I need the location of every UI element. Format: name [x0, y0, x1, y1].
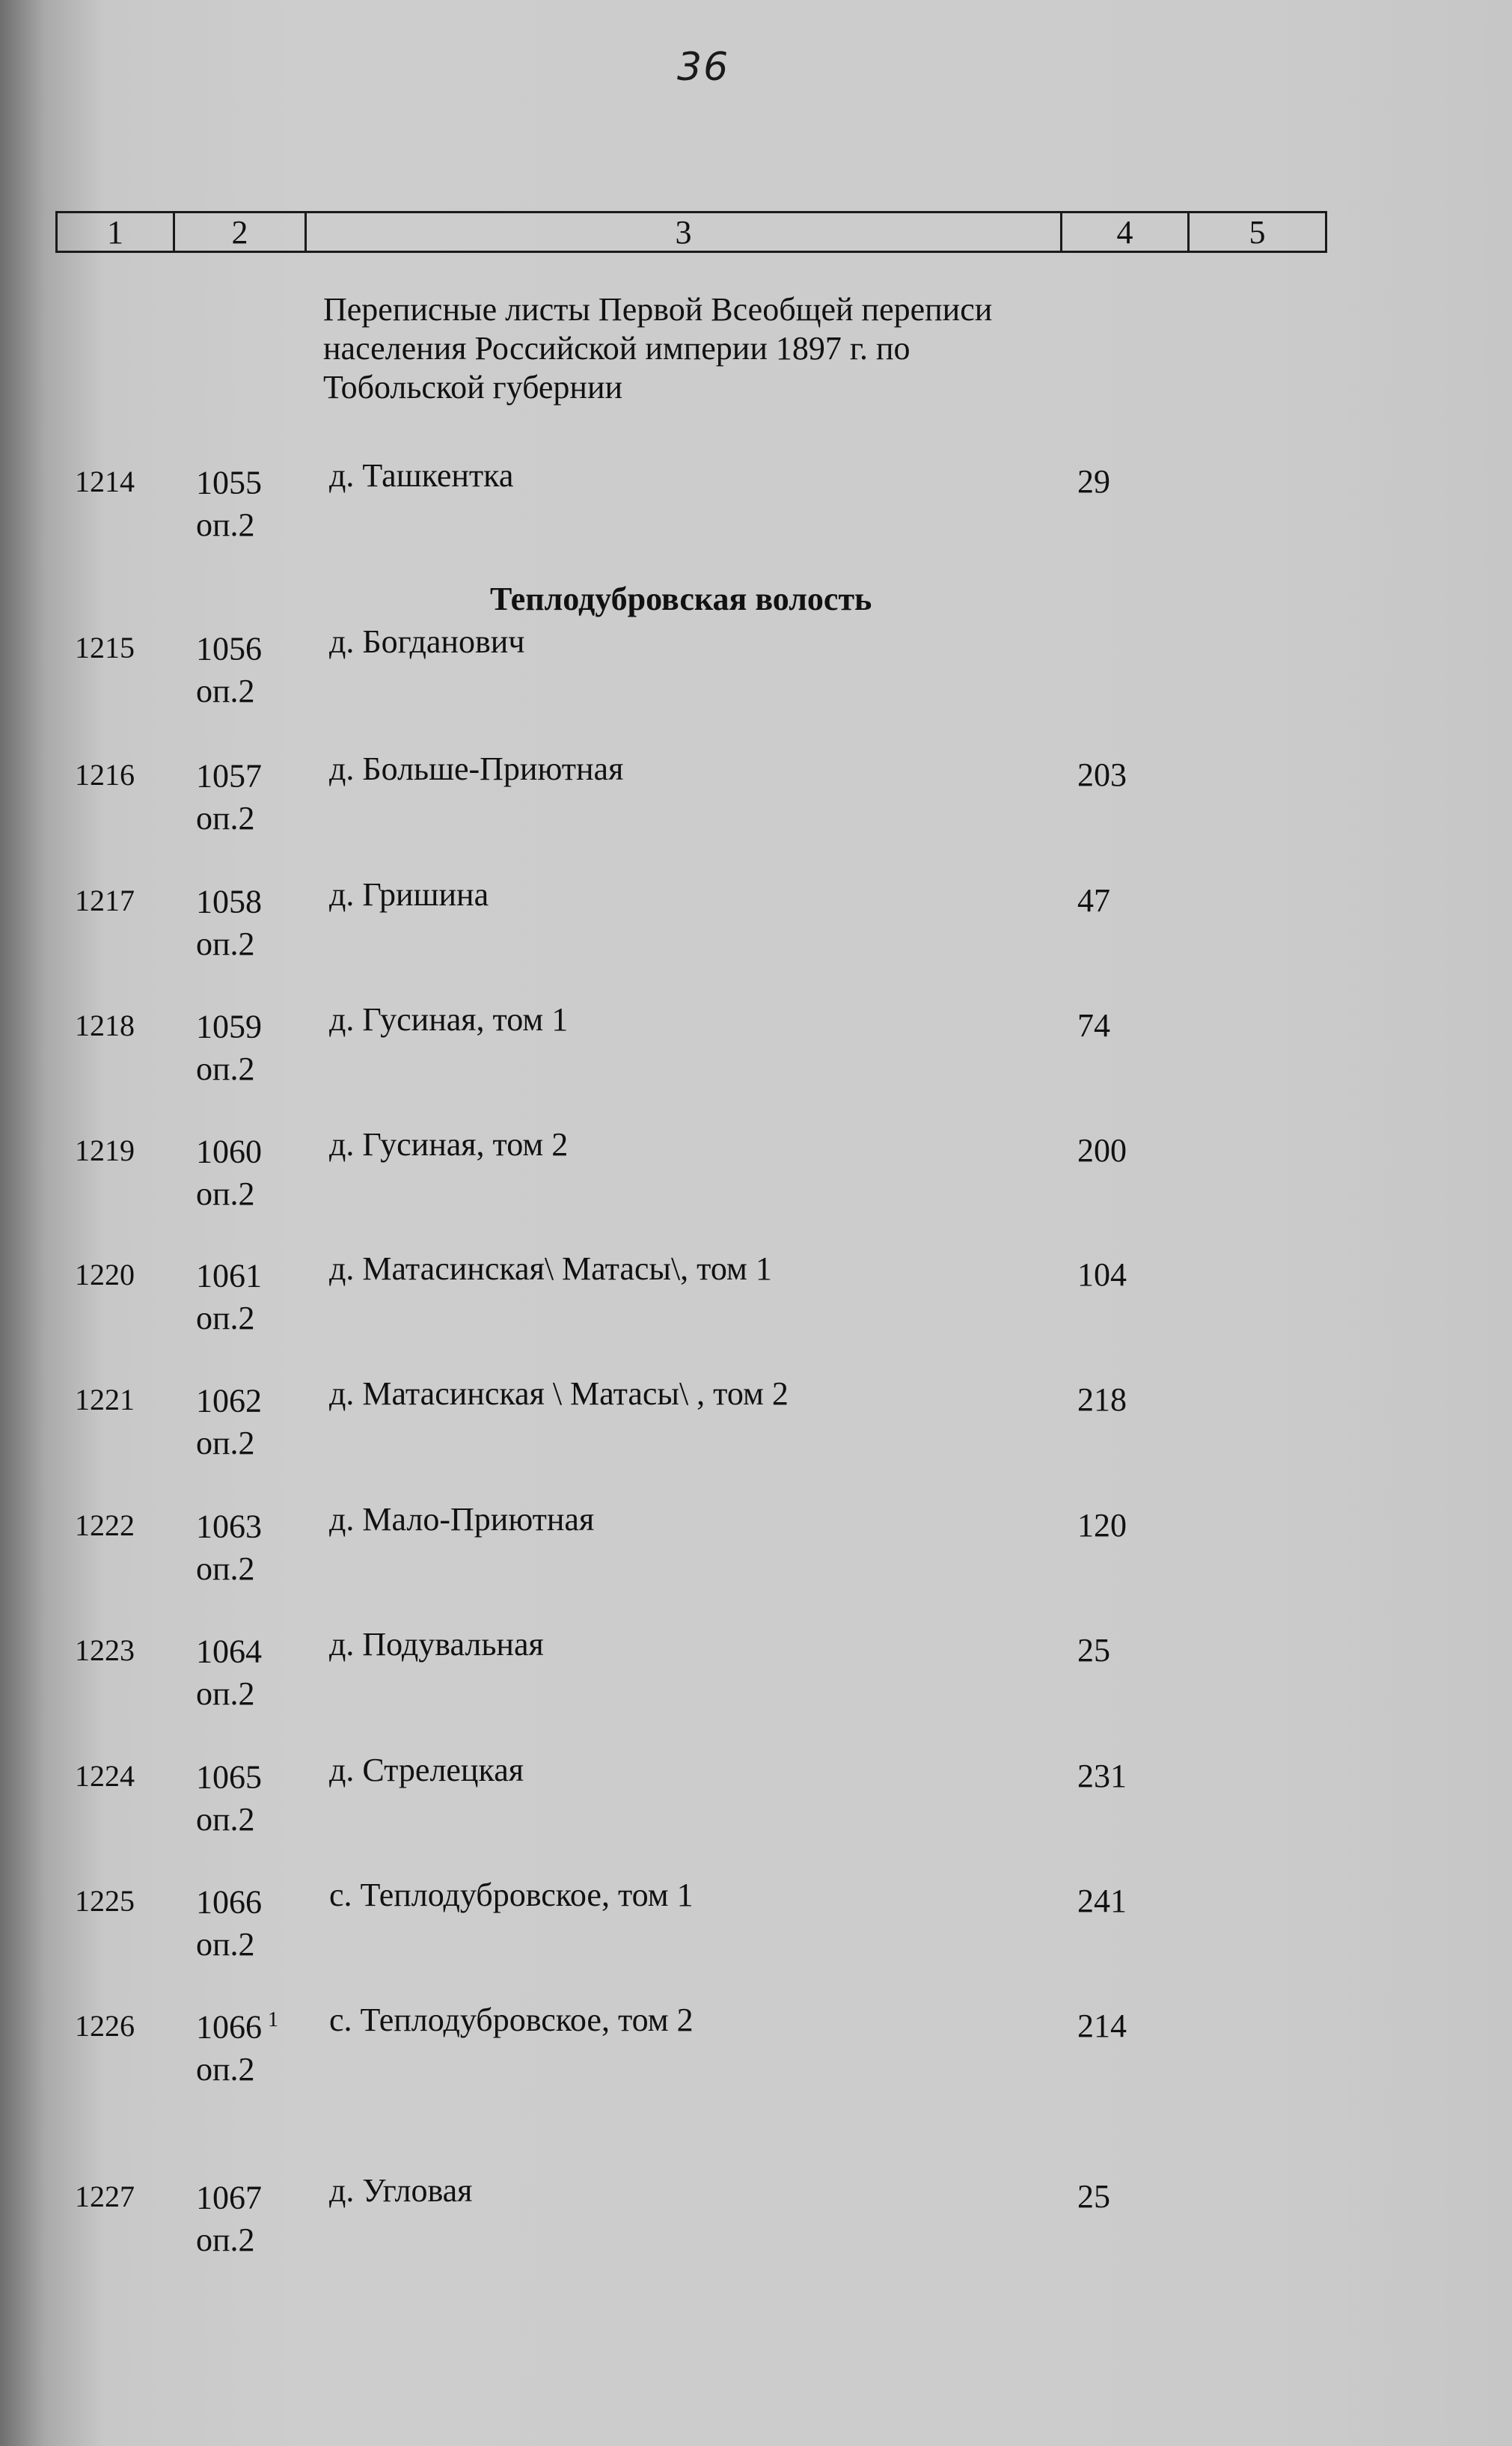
file-id: 1061 — [196, 1257, 262, 1294]
sheet-count: 104 — [1077, 1256, 1127, 1293]
table-row — [0, 1373, 1512, 1463]
table-row — [0, 1624, 1512, 1713]
file-id: 1055 — [196, 464, 262, 501]
file-id: 1067 — [196, 2179, 262, 2216]
file-id: 1058 — [196, 883, 262, 920]
inventory-number: оп.2 — [196, 1675, 255, 1712]
inventory-number: оп.2 — [196, 1175, 255, 1212]
file-number — [196, 1749, 268, 1841]
row-number: 1216 — [75, 758, 135, 792]
column-header-1: 1 — [58, 213, 175, 251]
inventory-number: оп.2 — [196, 1050, 255, 1087]
file-id: 1066 — [196, 2008, 262, 2046]
inventory-number: оп.2 — [196, 799, 255, 837]
page-number: 36 — [677, 45, 730, 90]
file-number — [196, 748, 268, 840]
table-row — [0, 1499, 1512, 1589]
table-row — [0, 1999, 1512, 2089]
inventory-number: оп.2 — [196, 925, 255, 962]
file-id: 1065 — [196, 1758, 262, 1796]
section-heading: Теплодубровская волость — [490, 581, 872, 617]
file-id: 1057 — [196, 757, 262, 795]
settlement-name: д. Гришина — [329, 876, 489, 913]
file-number — [196, 621, 268, 712]
sheet-count: 214 — [1077, 2008, 1127, 2044]
file-number — [196, 1248, 268, 1339]
settlement-name: д. Ташкентка — [329, 457, 514, 494]
sheet-count: 200 — [1077, 1132, 1127, 1169]
inventory-number: оп.2 — [196, 1925, 255, 1963]
row-number: 1224 — [75, 1759, 135, 1793]
row-number: 1215 — [75, 631, 135, 664]
inventory-number: оп.2 — [196, 1299, 255, 1336]
file-number — [196, 1624, 268, 1715]
sheet-count: 25 — [1077, 2178, 1110, 2215]
row-number: 1225 — [75, 1884, 135, 1918]
table-row — [0, 1124, 1512, 1214]
settlement-name: д. Матасинская\ Матасы\, том 1 — [329, 1250, 772, 1287]
sheet-count: 29 — [1077, 463, 1110, 500]
file-number — [196, 2170, 268, 2261]
file-id: 1066 — [196, 1883, 262, 1921]
column-header-5: 5 — [1249, 213, 1266, 251]
file-id: 1056 — [196, 630, 262, 667]
inventory-number: оп.2 — [196, 672, 255, 709]
file-id: 1059 — [196, 1008, 262, 1045]
row-number: 1226 — [75, 2009, 135, 2043]
table-row — [0, 1749, 1512, 1839]
file-number — [196, 1499, 268, 1590]
table-row — [0, 874, 1512, 964]
row-number: 1223 — [75, 1633, 135, 1667]
inventory-number: оп.2 — [196, 1424, 255, 1461]
row-number: 1221 — [75, 1383, 135, 1416]
file-id: 1060 — [196, 1133, 262, 1170]
file-number — [196, 455, 268, 546]
inventory-number: оп.2 — [196, 2050, 255, 2088]
sheet-count: 120 — [1077, 1507, 1127, 1544]
table-row — [0, 1874, 1512, 1964]
settlement-name: с. Теплодубровское, том 2 — [329, 2002, 694, 2038]
settlement-name: д. Богданович — [329, 623, 525, 660]
table-row — [0, 999, 1512, 1089]
file-number — [196, 1874, 268, 1966]
column-header-4: 4 — [1062, 213, 1190, 251]
inventory-number: оп.2 — [196, 1800, 255, 1838]
file-number — [196, 1373, 268, 1464]
inventory-number: оп.2 — [196, 1550, 255, 1587]
settlement-name: д. Гусиная, том 1 — [329, 1001, 569, 1038]
sheet-count: 47 — [1077, 882, 1110, 919]
settlement-name: д. Гусиная, том 2 — [329, 1126, 569, 1163]
row-number: 1222 — [75, 1508, 135, 1542]
file-number — [196, 874, 268, 965]
file-id: 1062 — [196, 1382, 262, 1419]
row-number: 1218 — [75, 1009, 135, 1042]
sheet-count: 241 — [1077, 1883, 1127, 1919]
table-row — [0, 748, 1512, 838]
file-id: 1063 — [196, 1508, 262, 1545]
settlement-name: д. Угловая — [329, 2172, 473, 2209]
row-number: 1219 — [75, 1134, 135, 1167]
table-row — [0, 1248, 1512, 1338]
file-number — [196, 1124, 268, 1215]
settlement-name: д. Матасинская \ Матасы\ , том 2 — [329, 1375, 789, 1412]
row-number: 1217 — [75, 884, 135, 917]
file-id: 1064 — [196, 1633, 262, 1670]
sheet-count: 25 — [1077, 1632, 1110, 1669]
sheet-count: 218 — [1077, 1381, 1127, 1418]
settlement-name: д. Мало-Приютная — [329, 1501, 595, 1538]
file-number — [196, 999, 268, 1090]
inventory-number: оп.2 — [196, 2221, 255, 2258]
intro-text: Переписные листы Первой Всеобщей переписи населения Российской империи 1897 г. по Тобольской губернии — [323, 291, 993, 406]
settlement-name: д. Стрелецкая — [329, 1752, 524, 1788]
row-number: 1220 — [75, 1258, 135, 1291]
settlement-name: с. Теплодубровское, том 1 — [329, 1877, 694, 1913]
column-header-row — [55, 211, 1327, 253]
sheet-count: 203 — [1077, 756, 1127, 793]
table-row — [0, 455, 1512, 545]
inventory-number: оп.2 — [196, 506, 255, 543]
row-number: 1214 — [75, 465, 135, 498]
row-number: 1227 — [75, 2180, 135, 2213]
settlement-name: д. Больше-Приютная — [329, 750, 624, 787]
column-header-3: 3 — [307, 213, 1062, 251]
file-superscript: 1 — [268, 2008, 278, 2031]
sheet-count: 74 — [1077, 1007, 1110, 1044]
table-row — [0, 621, 1512, 711]
column-header-2: 2 — [175, 213, 307, 251]
settlement-name: д. Подувальная — [329, 1626, 544, 1663]
sheet-count: 231 — [1077, 1758, 1127, 1794]
file-number — [196, 1999, 278, 2091]
table-row — [0, 2170, 1512, 2260]
